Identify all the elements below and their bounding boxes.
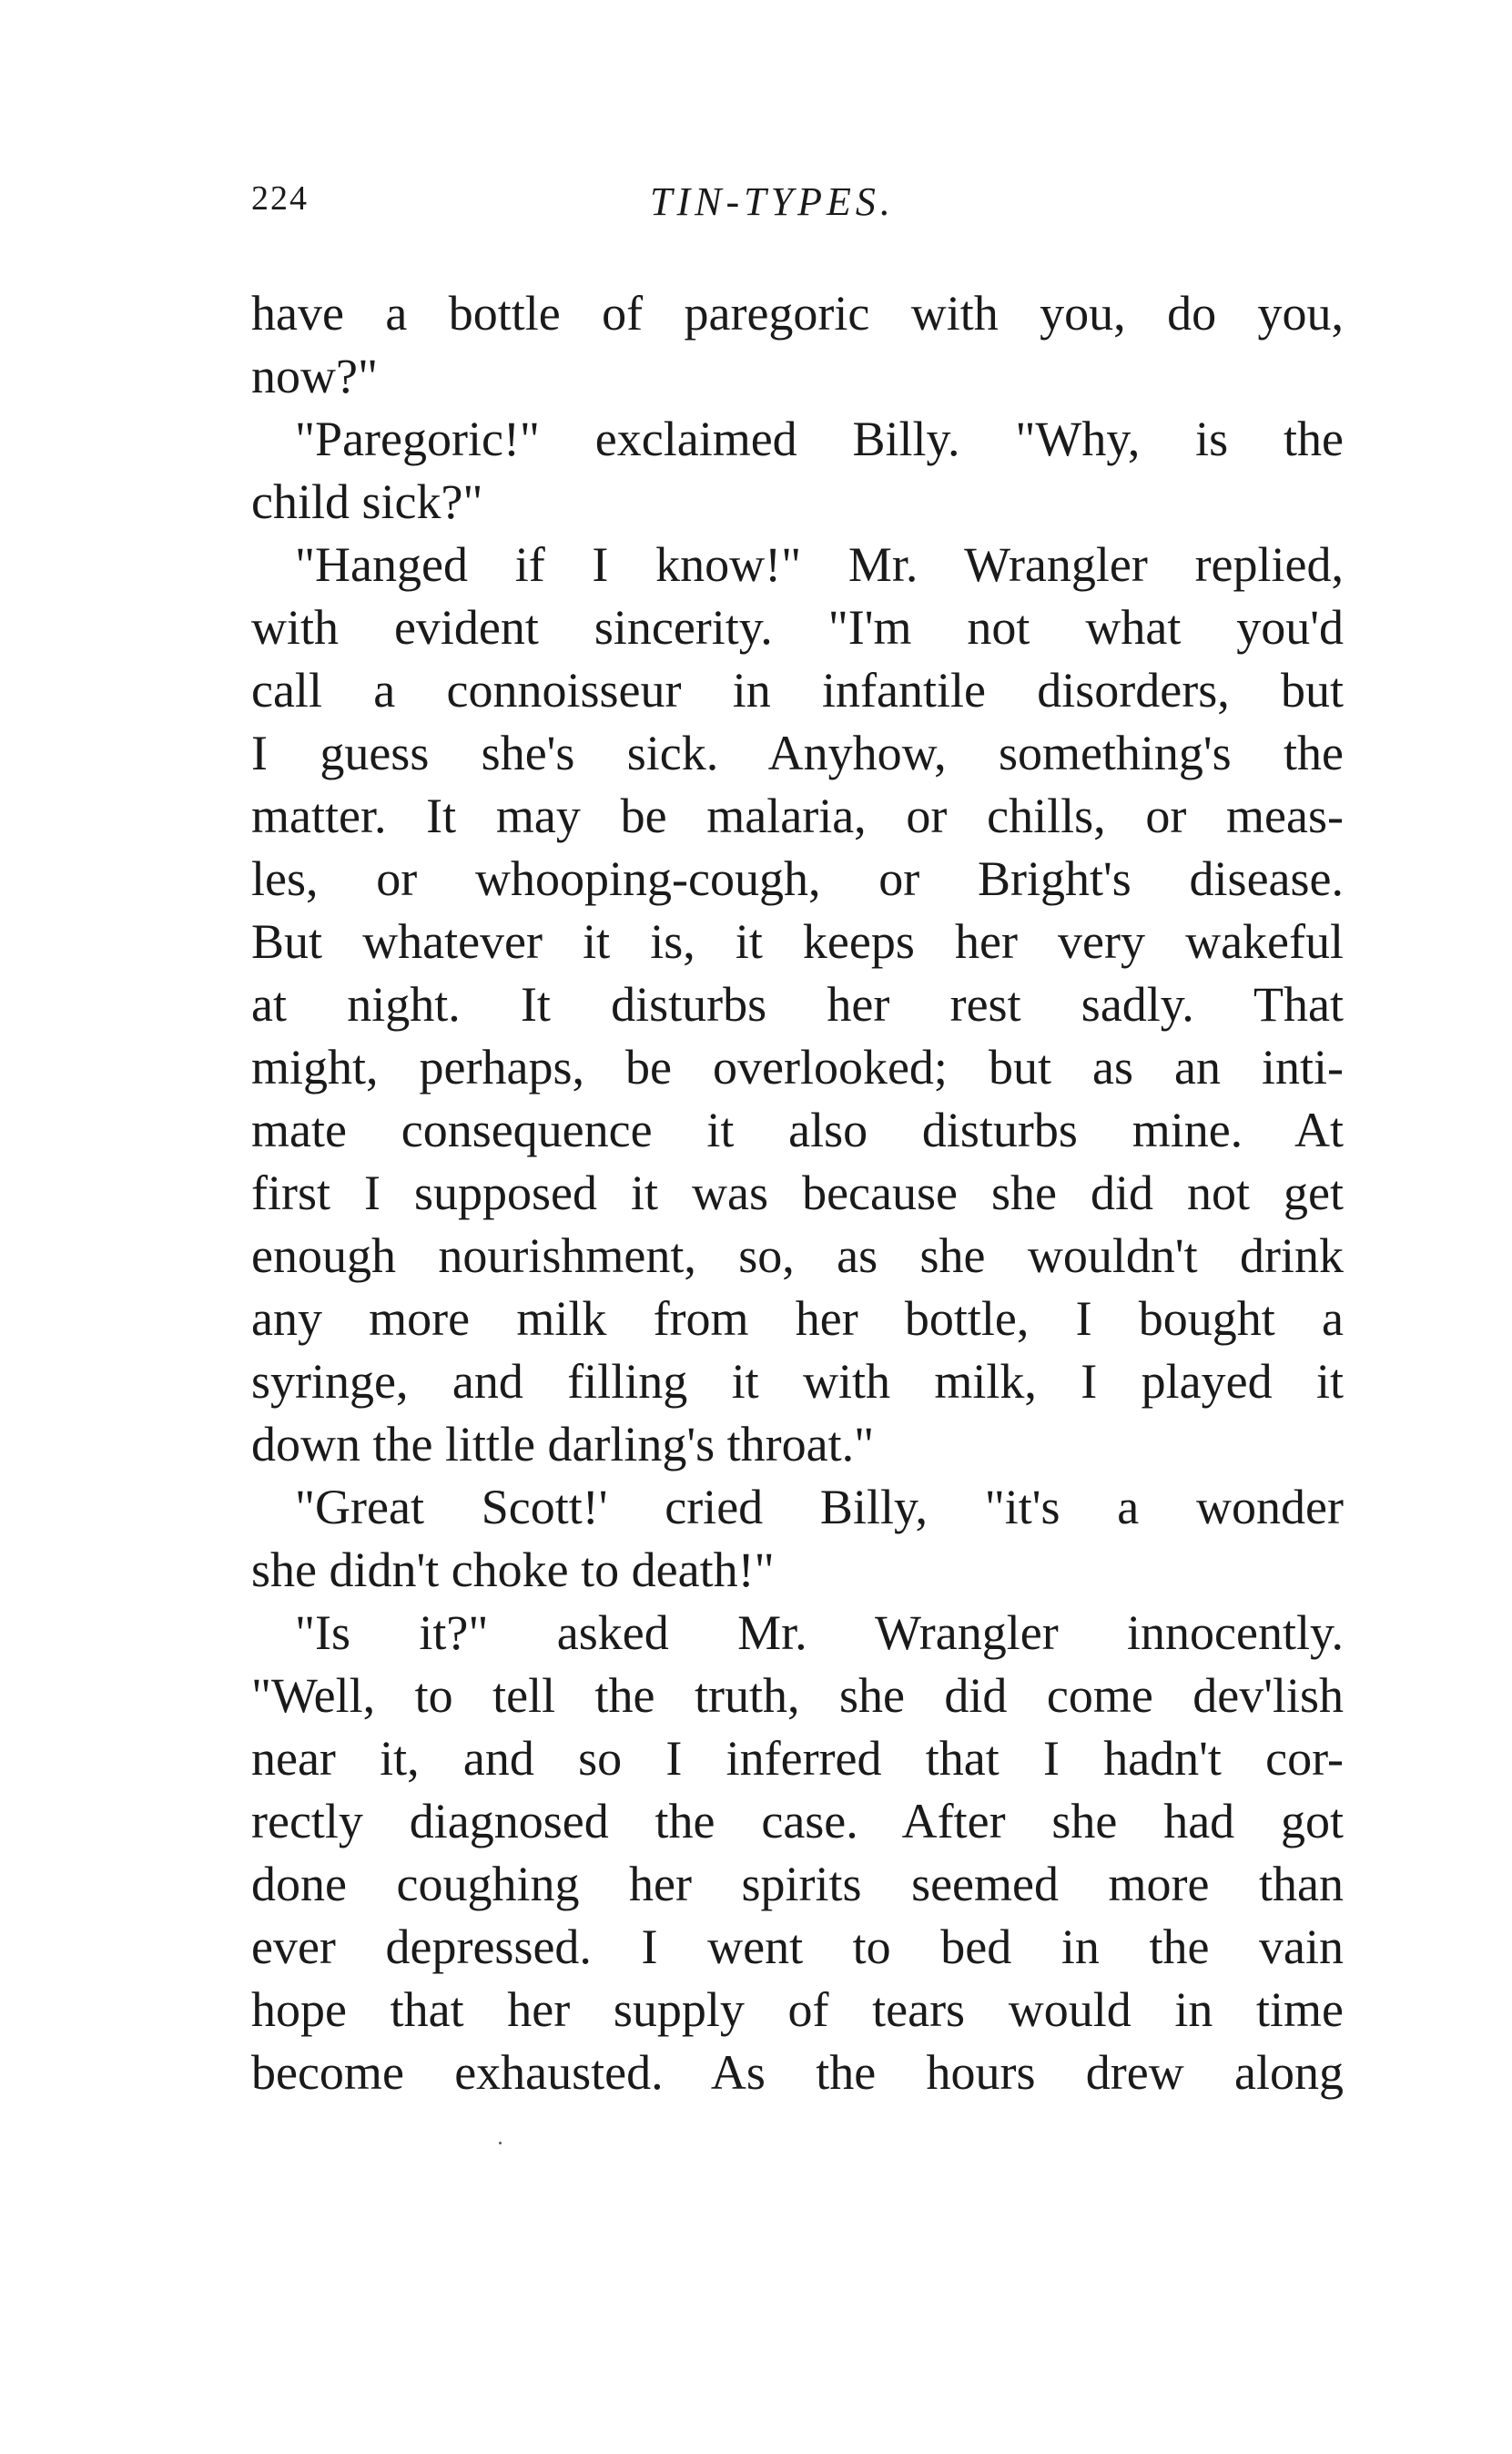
text-line: with evident sincerity. "I'm not what you'd [251,600,1344,655]
text-line: "Hanged if I know!" Mr. Wrangler replied, [295,537,1344,592]
text-line: any more milk from her bottle, I bought a [251,1291,1344,1346]
text-line: "Well, to tell the truth, she did come dev'lish [251,1668,1344,1723]
text-line: near it, and so I inferred that I hadn't cor- [251,1731,1344,1786]
text-line: have a bottle of paregoric with you, do you, [251,286,1344,341]
text-line: les, or whooping-cough, or Bright's disease. [251,851,1344,906]
text-line: at night. It disturbs her rest sadly. That [251,977,1344,1032]
text-line: first I supposed it was because she did not get [251,1166,1344,1220]
text-line: now?" [251,349,379,403]
body-text [251,282,1344,2104]
text-line: "Paregoric!" exclaimed Billy. "Why, is the [295,412,1344,466]
text-line: syringe, and filling it with milk, I played it [251,1354,1344,1409]
text-line: mate consequence it also disturbs mine. At [251,1103,1344,1157]
text-line: hope that her supply of tears would in time [251,1982,1344,2037]
page-number: 224 [251,179,309,218]
text-line: call a connoisseur in infantile disorders, but [251,663,1344,718]
text-line: "Is it?" asked Mr. Wrangler innocently. [295,1605,1344,1660]
text-line: enough nourishment, so, as she wouldn't drink [251,1228,1344,1283]
running-title: TIN-TYPES. [650,179,895,224]
text-line: child sick?" [251,474,483,529]
text-line: down the little darling's throat." [251,1417,875,1471]
text-line: become exhausted. As the hours drew along [251,2045,1344,2100]
text-line: done coughing her spirits seemed more than [251,1857,1344,1911]
text-line: But whatever it is, it keeps her very wakeful [251,914,1344,969]
text-line: she didn't choke to death!" [251,1543,775,1597]
paper-speck [499,2142,502,2144]
text-line: I guess she's sick. Anyhow, something's the [251,726,1344,780]
text-line: matter. It may be malaria, or chills, or meas- [251,789,1344,843]
text-line: might, perhaps, be overlooked; but as an inti- [251,1040,1344,1095]
text-line: "Great Scott!' cried Billy, "it's a wonder [295,1480,1344,1534]
text-line: ever depressed. I went to bed in the vain [251,1919,1344,1974]
text-line: rectly diagnosed the case. After she had got [251,1794,1344,1848]
running-head [251,178,1344,233]
